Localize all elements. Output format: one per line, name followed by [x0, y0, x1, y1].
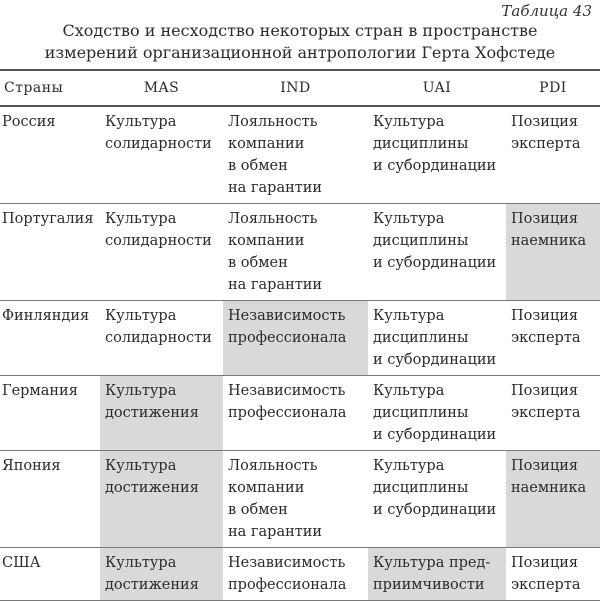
- dimension-cell-pdi: Позиция эксперта: [506, 301, 600, 376]
- country-cell: Россия: [0, 106, 100, 204]
- table-title: [0, 20, 600, 64]
- column-header-ind: IND: [223, 70, 368, 106]
- table-row: [0, 451, 600, 548]
- column-header-countries: Страны: [0, 70, 100, 106]
- table-row: [0, 548, 600, 601]
- dimension-cell-uai: Культура дисциплины и субординации: [368, 106, 506, 204]
- dimension-cell-mas: Культура солидарности: [100, 301, 223, 376]
- dimension-cell-ind: Лояльность компании в обмен на гарантии: [223, 451, 368, 548]
- dimension-cell-uai: Культура дисциплины и субординации: [368, 451, 506, 548]
- dimension-cell-uai: Культура дисциплины и субординации: [368, 204, 506, 301]
- table-header-row: [0, 70, 600, 106]
- dimension-cell-ind: Независимость профессионала: [223, 548, 368, 601]
- table-title-line: измерений организационной антропологии Герта Хофстеде: [44, 43, 556, 62]
- dimension-cell-ind: Независимость профессионала: [223, 376, 368, 451]
- dimension-cell-pdi: Позиция эксперта: [506, 376, 600, 451]
- table-row: [0, 204, 600, 301]
- table-row: [0, 106, 600, 204]
- dimension-cell-mas: Культура достижения: [100, 376, 223, 451]
- country-cell: Финляндия: [0, 301, 100, 376]
- dimension-cell-uai: Культура дисциплины и субординации: [368, 301, 506, 376]
- country-cell: Япония: [0, 451, 100, 548]
- dimension-cell-uai: Культура пред- приимчивости: [368, 548, 506, 601]
- dimension-cell-ind: Лояльность компании в обмен на гарантии: [223, 106, 368, 204]
- table-number-label: Таблица 43: [501, 2, 592, 20]
- dimension-cell-mas: Культура достижения: [100, 548, 223, 601]
- country-cell: Португалия: [0, 204, 100, 301]
- column-header-uai: UAI: [368, 70, 506, 106]
- hofstede-comparison-table: [0, 69, 600, 601]
- column-header-pdi: PDI: [506, 70, 600, 106]
- table-row: [0, 301, 600, 376]
- dimension-cell-ind: Независимость профессионала: [223, 301, 368, 376]
- dimension-cell-mas: Культура солидарности: [100, 204, 223, 301]
- table-body: [0, 106, 600, 601]
- dimension-cell-pdi: Позиция эксперта: [506, 106, 600, 204]
- table-row: [0, 376, 600, 451]
- country-cell: Германия: [0, 376, 100, 451]
- table-title-line: Сходство и несходство некоторых стран в пространстве: [62, 21, 538, 40]
- dimension-cell-mas: Культура солидарности: [100, 106, 223, 204]
- dimension-cell-pdi: Позиция эксперта: [506, 548, 600, 601]
- dimension-cell-ind: Лояльность компании в обмен на гарантии: [223, 204, 368, 301]
- dimension-cell-pdi: Позиция наемника: [506, 451, 600, 548]
- dimension-cell-mas: Культура достижения: [100, 451, 223, 548]
- dimension-cell-pdi: Позиция наемника: [506, 204, 600, 301]
- country-cell: США: [0, 548, 100, 601]
- column-header-mas: MAS: [100, 70, 223, 106]
- dimension-cell-uai: Культура дисциплины и субординации: [368, 376, 506, 451]
